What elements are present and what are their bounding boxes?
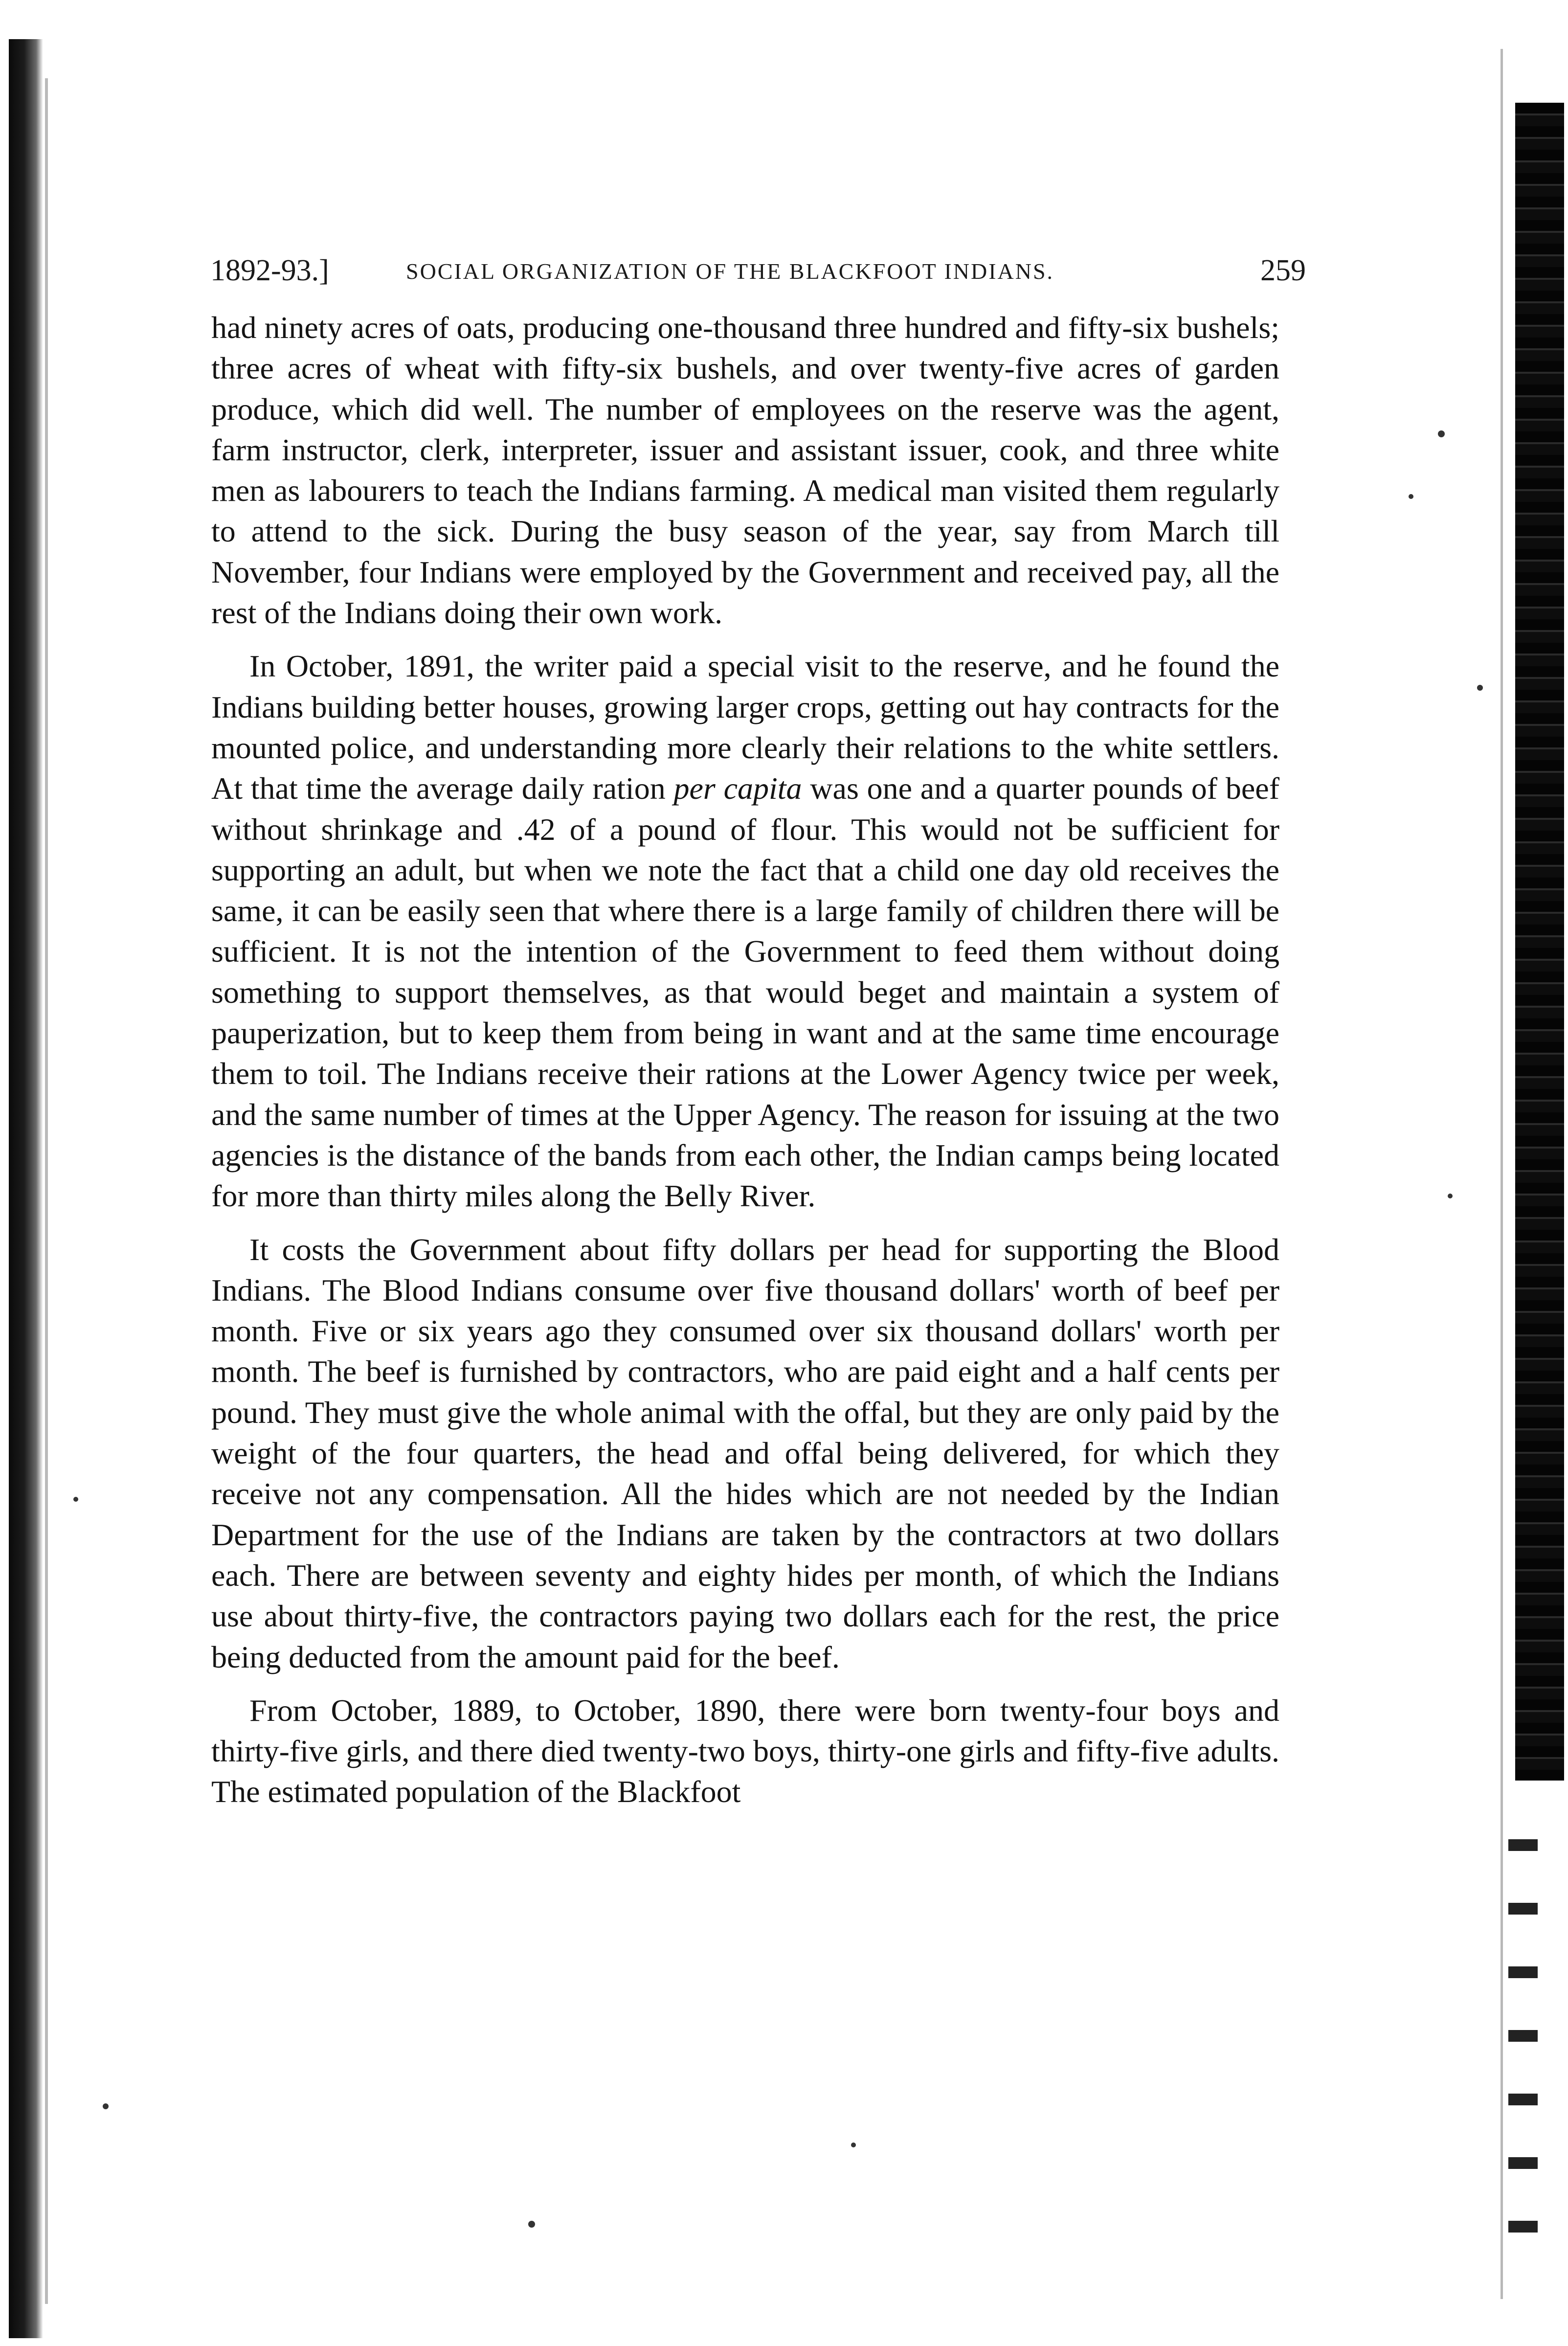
- scan-speck: [851, 2143, 856, 2147]
- running-head: [210, 253, 1306, 293]
- paragraph-2-text-a: In October, 1891, the writer paid a special visit to the reserve, and he found the Indians building better houses, growing larger crops, getting out hay contracts for the mounted police, and understanding more clearly their relations to the white settlers. At that time the average daily ration: [211, 649, 1279, 806]
- scan-speck: [1409, 494, 1413, 499]
- scan-speck: [1477, 685, 1483, 691]
- paragraph-2: [211, 646, 1279, 1216]
- scan-speck: [528, 2221, 535, 2228]
- page-number: 259: [1260, 254, 1306, 287]
- body-text: [211, 307, 1279, 1825]
- scan-speck: [1448, 1194, 1453, 1198]
- right-edge-marks: [1508, 1810, 1538, 2250]
- paragraph-3: It costs the Government about fifty dollars per head for supporting the Blood Indians. The Blood Indians consume over five thousand dollars' worth of beef per month. Five or six years ago they consumed over six thousand dollars' worth per month. The beef is furnished by contractors, who are paid eight and a half cents per pound. They must give the whole animal with the offal, but they are only paid by the weight of the four quarters, the head and offal being delivered, for which they receive not any compensation. All the hides which are not needed by the Indian Department for the use of the Indians are taken by the contractors at two dollars each. There are between seventy and eighty hides per month, of which the Indians use about thirty-five, the contractors paying two dollars each for the rest, the price being deducted from the amount paid for the beef.: [211, 1232, 1279, 1674]
- running-head-year: 1892-93.]: [210, 254, 329, 287]
- binding-edge-line: [45, 78, 48, 2304]
- paragraph-2-text-b: was one and a quarter pounds of beef without shrinkage and .42 of a pound of flour. This would not be sufficient for supporting an adult, but when we note the fact that a child one day old receives the same, it can be easily seen that where there is a large family of children there will be sufficient. It is not the intention of the Government to feed them without doing something to support themselves, as that would beget and maintain a system of pauperization, but to keep them from being in want and at the same time encourage them to toil. The Indians receive their rations at the Lower Agency twice per week, and the same number of times at the Upper Agency. The reason for issuing at the two agencies is the distance of the bands from each other, the Indian camps being located for more than thirty miles along the Belly River.: [211, 771, 1280, 1214]
- paragraph-2-italic: per capita: [673, 771, 802, 806]
- scan-speck: [1438, 430, 1445, 437]
- paragraph-4: From October, 1889, to October, 1890, there were born twenty-four boys and thirty-five girls, and there died twenty-two boys, thirty-one girls and fifty-five adults. The estimated population of the Blackfoot: [211, 1692, 1279, 1809]
- right-edge-line: [1501, 49, 1503, 2299]
- running-head-title: SOCIAL ORGANIZATION OF THE BLACKFOOT INDIANS.: [406, 259, 1054, 284]
- binding-shadow: [9, 39, 43, 2338]
- scan-speck: [73, 1497, 78, 1502]
- scan-speck: [103, 2103, 109, 2109]
- paragraph-1: had ninety acres of oats, producing one-thousand three hundred and fifty-six bushels; three acres of wheat with fifty-six bushels, and over twenty-five acres of garden produce, which did well. The number of employees on the reserve was the agent, farm instructor, clerk, interpreter, issuer and assistant issuer, cook, and three white men as labourers to teach the Indians farming. A medical man visited them regularly to attend to the sick. During the busy season of the year, say from March till November, four Indians were employed by the Government and received pay, all the rest of the Indians doing their own work.: [211, 310, 1279, 631]
- right-edge-strip: [1515, 103, 1564, 1781]
